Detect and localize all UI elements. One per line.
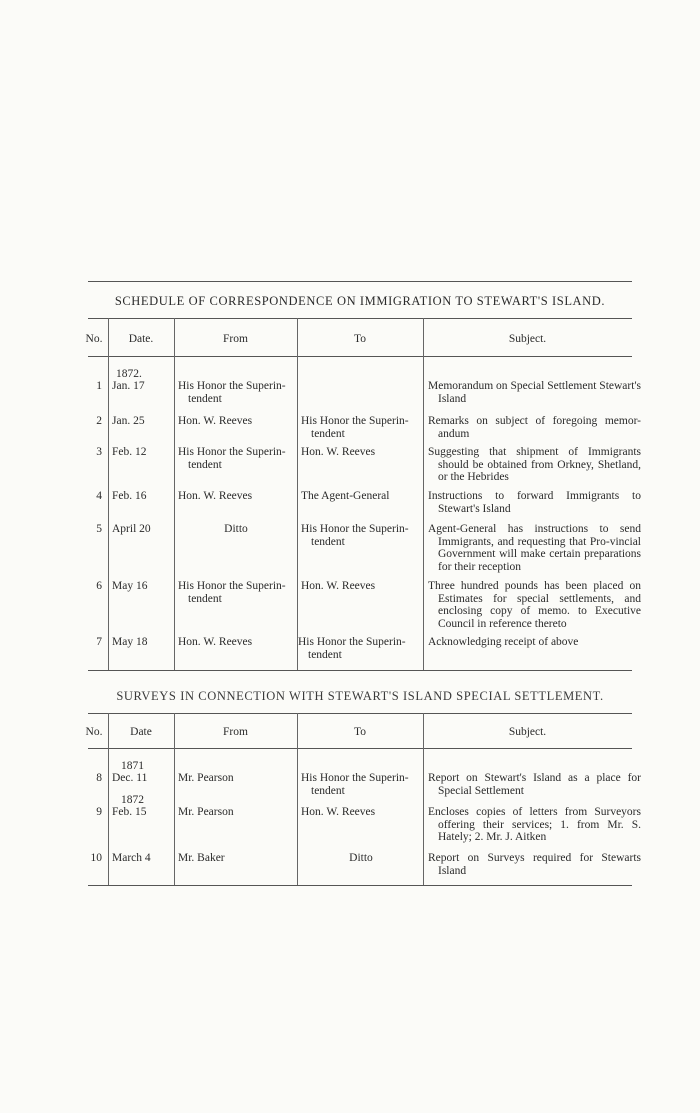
schedule-header-from: From [223, 333, 248, 345]
row-number: 1 [96, 380, 102, 392]
row-subject: Three hundred pounds has been placed on Estimates for special settlements, and enclosing copy of memo. to Executive Council in reference thereto [428, 580, 641, 630]
row-subject: Memorandum on Special Settlement Stewart's Island [428, 380, 641, 405]
surveys-header-bottom-rule [88, 748, 632, 749]
row-date: Feb. 12 [112, 446, 147, 458]
surveys-header-no: No. [85, 726, 103, 738]
row-number: 4 [96, 490, 102, 502]
row-subject: Acknowledging receipt of above [428, 636, 579, 648]
surveys-header-date: Date [130, 726, 152, 738]
row-subject: Report on Surveys required for Stewarts Island [428, 852, 641, 877]
row-date: March 4 [112, 852, 151, 864]
row-subject: Suggesting that shipment of Immigrants should be obtained from Orkney, Shetland, or the Hebrides [428, 446, 641, 483]
row-to: His Honor the Superin-tendent [301, 772, 409, 797]
row-number: 6 [96, 580, 102, 592]
row-from: Hon. W. Reeves [178, 415, 253, 427]
row-number: 3 [96, 446, 102, 458]
row-date: May 18 [112, 636, 148, 648]
row-date: Feb. 16 [112, 490, 147, 502]
row-date: Jan. 17 [112, 380, 145, 392]
row-subject: Report on Stewart's Island as a place for Special Settlement [428, 772, 641, 797]
row-number: 7 [96, 636, 102, 648]
schedule-header-bottom-rule [88, 356, 632, 357]
schedule-title: SCHEDULE OF CORRESPONDENCE ON IMMIGRATION TO STEWART'S ISLAND. [114, 294, 606, 308]
row-number: 9 [96, 806, 102, 818]
schedule-bottom-rule [88, 670, 632, 671]
schedule-year: 1872. [116, 368, 142, 380]
surveys-bottom-rule [88, 885, 632, 886]
surveys-header-top-rule [88, 713, 632, 714]
row-date: April 20 [112, 523, 151, 535]
column-divider [174, 713, 175, 885]
row-from: Mr. Pearson [178, 772, 234, 784]
row-to: His Honor the Superin-tendent [301, 523, 409, 548]
surveys-header-to: To [354, 726, 366, 738]
schedule-header-to: To [354, 333, 366, 345]
row-subject: Remarks on subject of foregoing memor-andum [428, 415, 641, 440]
row-number: 5 [96, 523, 102, 535]
schedule-header-top-rule [88, 318, 632, 319]
surveys-header-from: From [223, 726, 248, 738]
top-rule [88, 281, 632, 282]
row-from: Mr. Baker [178, 852, 225, 864]
column-divider [423, 713, 424, 885]
row-from: His Honor the Superin-tendent [178, 580, 286, 605]
row-subject: Agent-General has instructions to send Immigrants, and requesting that Pro-vincial Government will make certain preparations for their reception [428, 523, 641, 573]
schedule-header-date: Date. [128, 333, 154, 345]
row-to: Hon. W. Reeves [301, 446, 376, 458]
row-year: 1872 [121, 794, 144, 806]
row-from: Hon. W. Reeves [178, 636, 253, 648]
row-to: Hon. W. Reeves [301, 806, 376, 818]
row-from: Mr. Pearson [178, 806, 234, 818]
row-number: 10 [90, 852, 102, 864]
row-number: 8 [96, 772, 102, 784]
surveys-title: SURVEYS IN CONNECTION WITH STEWART'S ISLAND SPECIAL SETTLEMENT. [116, 689, 604, 703]
row-date: Feb. 15 [112, 806, 147, 818]
schedule-header-no: No. [85, 333, 103, 345]
row-to: The Agent-General [301, 490, 390, 502]
row-to: Hon. W. Reeves [301, 580, 376, 592]
row-date: May 16 [112, 580, 148, 592]
row-to: His Honor the Superin-tendent [298, 636, 406, 661]
row-from: Ditto [224, 523, 248, 535]
row-from: His Honor the Superin-tendent [178, 446, 286, 471]
row-date: Jan. 25 [112, 415, 145, 427]
column-divider [108, 713, 109, 885]
row-to: His Honor the Superin-tendent [301, 415, 409, 440]
schedule-header-subject: Subject. [508, 333, 547, 345]
row-from: Hon. W. Reeves [178, 490, 253, 502]
row-from: His Honor the Superin-tendent [178, 380, 286, 405]
surveys-header-subject: Subject. [508, 726, 547, 738]
column-divider [174, 318, 175, 670]
row-subject: Encloses copies of letters from Surveyors offering their services; 1. from Mr. S. Hately; 2. Mr. J. Aitken [428, 806, 641, 843]
column-divider [108, 318, 109, 670]
row-year: 1871 [121, 760, 144, 772]
row-subject: Instructions to forward Immigrants to Stewart's Island [428, 490, 641, 515]
row-date: Dec. 11 [112, 772, 148, 784]
row-number: 2 [96, 415, 102, 427]
row-to: Ditto [349, 852, 373, 864]
